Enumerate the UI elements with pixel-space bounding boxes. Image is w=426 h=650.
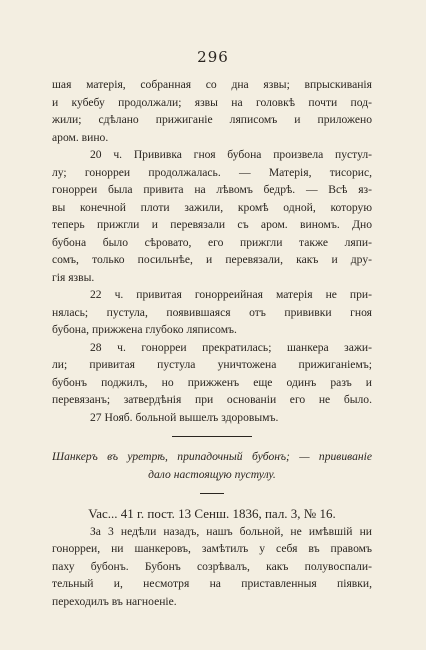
text-line: гонорреи, ни шанкеровъ, замѣтилъ у себя въ правомъ: [52, 542, 372, 555]
text-line: аром. вино.: [52, 130, 109, 144]
text-line: перевязанъ; затвердѣнія при основаніи его не было.: [52, 393, 372, 406]
text-line: 20 ч. Прививка гноя бубона произвела пустул-: [90, 148, 372, 161]
text-line: гія язвы.: [52, 270, 95, 284]
text-line: переходилъ въ нагноеніе.: [52, 594, 177, 608]
text-line: тельный и, несмотря на приставленныя піявки,: [52, 577, 372, 590]
text-line: сомъ, только посильнѣе, и перевязали, какъ и дру-: [52, 253, 372, 266]
text-line: Шанкеръ въ уретрѣ, припадочный бубонъ; — прививаніе: [52, 450, 372, 463]
text-line: паху бубонъ. Бубонъ созрѣвалъ, какъ полувоспали-: [52, 559, 372, 573]
divider-rule: [172, 436, 252, 437]
text-line: бубона было сѣровато, его прижгли также ляпи-: [52, 235, 372, 249]
text-line: 27 Нояб. больной вышелъ здоровымъ.: [90, 410, 279, 424]
text-line: За 3 недѣли назадъ, нашъ больной, не имѣвшій ни: [90, 524, 372, 538]
text-line: 28 ч. гонорреи прекратилась; шанкера зажи-: [90, 340, 372, 354]
text-line: гонорреи была привита на лѣвомъ бедрѣ. — Всѣ яз-: [52, 183, 372, 196]
text-line: теперь прижгли и перевязали съ аром. виномъ. Дно: [52, 218, 372, 231]
text-line: нялась; пустула, появившаяся отъ прививки гноя: [52, 305, 372, 319]
text-line: жили; сдѣлано прижиганіе ляписомъ и приложено: [52, 113, 372, 126]
page-body: [52, 76, 372, 610]
text-line: вы конечной плоти зажили, кромѣ одной, которую: [52, 200, 372, 214]
divider-rule: [200, 493, 224, 494]
text-line: и кубебу продолжали; язвы на головкѣ почти под-: [52, 95, 372, 109]
text-line: дало настоящую пустулу.: [148, 467, 276, 481]
text-line: 22 ч. привитая гонорреийная матерія не при-: [90, 288, 372, 301]
section-divider: [52, 426, 372, 448]
page-number: 296: [197, 48, 229, 66]
text-line: бубона, прижжена глубоко ляписомъ.: [52, 323, 237, 336]
text-line: лу; гонорреи продолжалась. — Матерія, тисорис,: [52, 165, 372, 179]
text-line: Vac... 41 г. пост. 13 Сенш. 1836, пал. 3, № 16.: [88, 506, 336, 521]
text-line: бубонъ поджилъ, но прижженъ еще одинъ разъ и: [52, 375, 372, 389]
text-line: ли; привитая пустула уничтожена прижиганіемъ;: [52, 358, 372, 371]
text-line: шая матерія, собранная со дна язвы; впрыскиванія: [52, 78, 372, 91]
section-divider: [52, 483, 372, 505]
